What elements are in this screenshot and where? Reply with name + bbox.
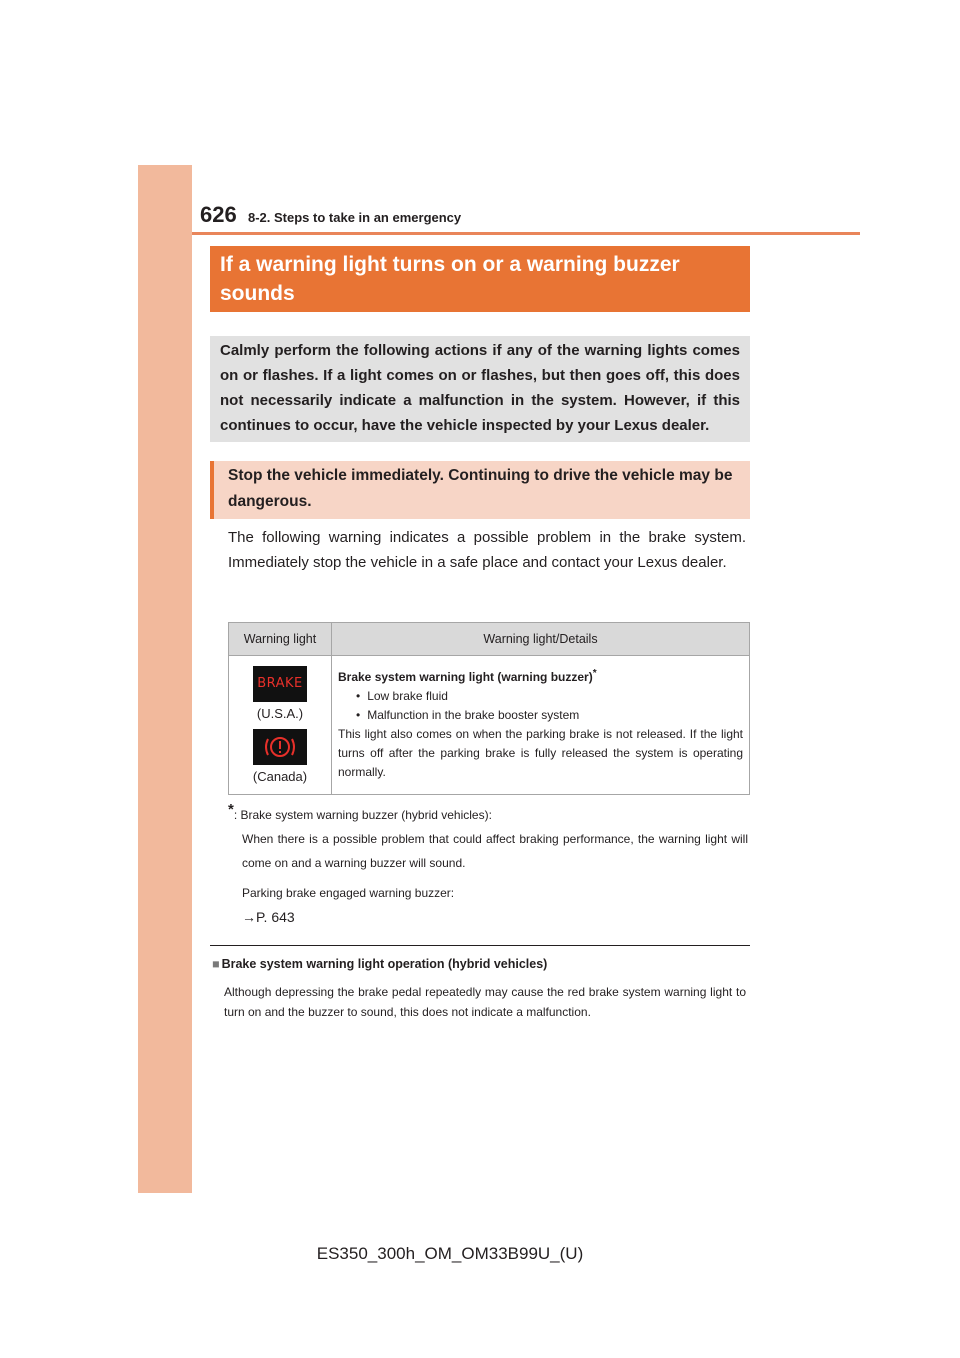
warning-light-table (228, 622, 750, 795)
table-row (229, 656, 750, 795)
subsection-heading (212, 957, 547, 971)
table-header-row (229, 623, 750, 656)
body-paragraph: The following warning indicates a possible problem in the brake system. Immediately stop the vehicle in a safe place and contact your Lexus dealer. (228, 529, 746, 571)
detail-title: Brake system warning light (warning buzzer) (338, 670, 593, 684)
page-number: 626 (200, 202, 237, 227)
list-item: • Low brake fluid (338, 687, 743, 706)
brake-text-icon: BRAKE (253, 666, 307, 702)
page-title: If a warning light turns on or a warning buzzer sounds (210, 246, 750, 312)
col-header-details: Warning light/Details (332, 623, 750, 656)
footnote-title: : Brake system warning buzzer (hybrid vehicles): (233, 808, 492, 822)
square-bullet-icon: ■ (212, 957, 220, 971)
footnote-mark: * (592, 668, 597, 679)
stop-warning-heading: Stop the vehicle immediately. Continuing to drive the vehicle may be dangerous. (210, 461, 750, 519)
page-reference-link[interactable]: →P. 643 (242, 909, 295, 925)
side-tab-band (138, 165, 192, 1193)
detail-text: This light also comes on when the parking brake is not released. If the light turns off after the parking brake is fully released the system is operating normally. (338, 727, 743, 779)
footnote-title-line (228, 798, 748, 827)
section-divider (210, 945, 750, 946)
footer-document-code: ES350_300h_OM_OM33B99U_(U) (316, 1244, 584, 1263)
header-rule (192, 232, 860, 235)
parking-buzzer-title: Parking brake engaged warning buzzer: (242, 886, 455, 900)
section-label: 8-2. Steps to take in an emergency (248, 210, 462, 225)
detail-cell (332, 656, 750, 795)
icon-cell (229, 656, 332, 795)
col-header-warning-light: Warning light (229, 623, 332, 656)
footnote-text: When there is a possible problem that could affect braking performance, the warning light will come on and a warning buzzer will sound. (242, 832, 748, 870)
intro-box: Calmly perform the following actions if any of the warning lights comes on or flashes. If a light comes on or flashes, but then goes off, this does not necessarily indicate a malfunction in the system. However, if this continues to occur, have the vehicle inspected by your Lexus dealer. (210, 336, 750, 442)
footnote (228, 798, 748, 929)
subsection-body: Although depressing the brake pedal repeatedly may cause the red brake system warning light to turn on and the buzzer to sound, this does not indicate a malfunction. (224, 985, 746, 1019)
subsection-heading-text: Brake system warning light operation (hybrid vehicles) (221, 957, 548, 971)
list-item: • Malfunction in the brake booster system (338, 706, 743, 725)
icon-label-usa: (U.S.A.) (256, 706, 304, 721)
footnote-mark: * (228, 801, 234, 818)
icon-label-canada: (Canada) (252, 769, 308, 784)
brake-warning-circle-icon (253, 729, 307, 765)
detail-title-line (338, 664, 743, 687)
